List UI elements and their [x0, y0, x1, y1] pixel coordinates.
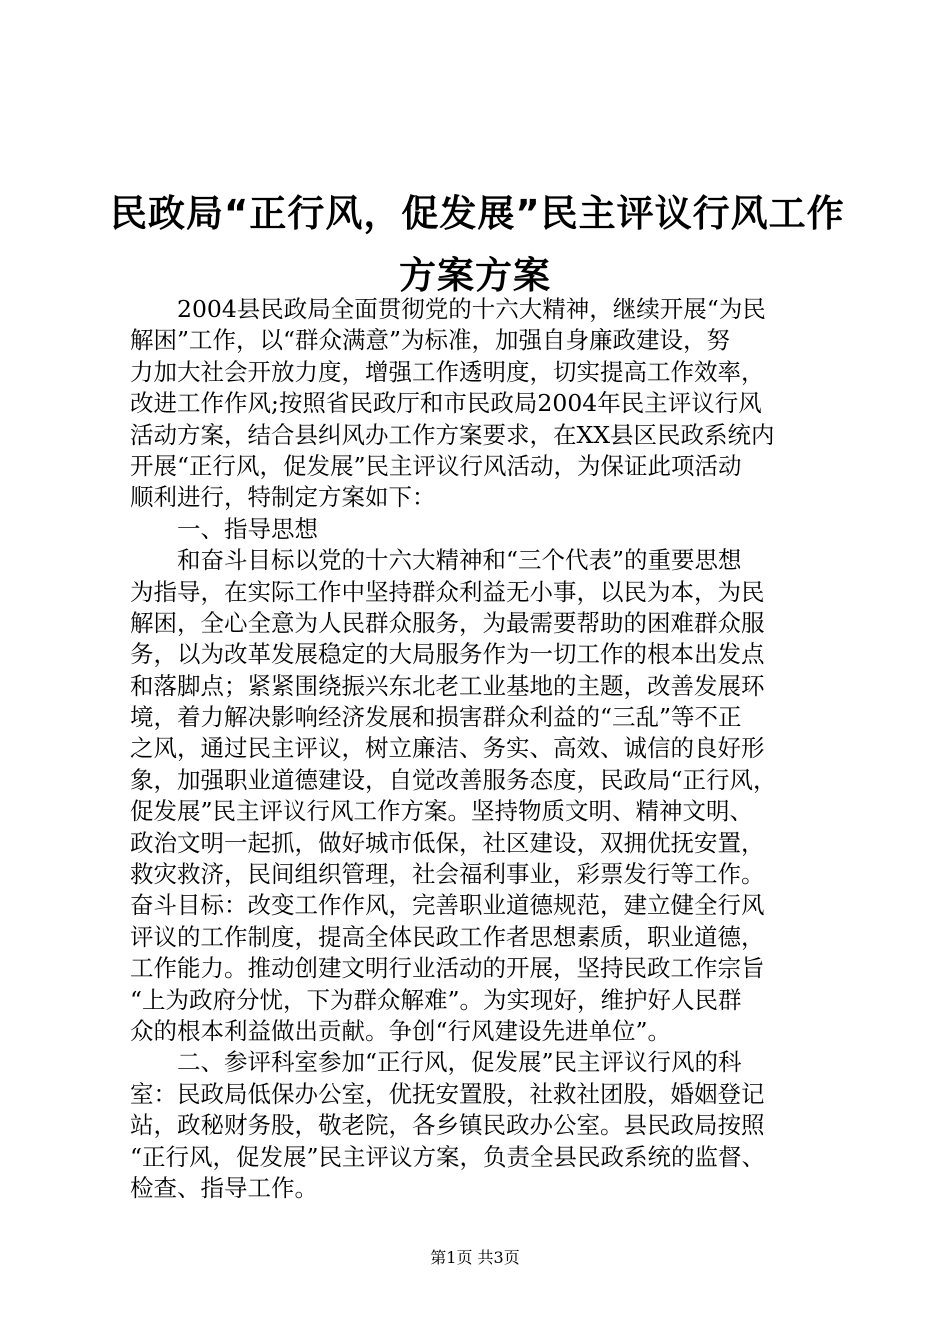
body-line: 促发展”民主评议行风工作方案。坚持物质文明、精神文明、 [130, 797, 754, 826]
body-line: 评议的工作制度，提高全体民政工作者思想素质，职业道德， [130, 922, 765, 951]
body-line: 室：民政局低保办公室，优抚安置股，社救社团股，婚姻登记 [130, 1079, 765, 1108]
body-line: 象，加强职业道德建设，自觉改善服务态度，民政局“正行风， [130, 765, 777, 794]
body-line: “上为政府分忧，下为群众解难”。为实现好，维护好人民群 [130, 985, 742, 1014]
body-line: 和奋斗目标以党的十六大精神和“三个代表”的重要思想 [130, 546, 742, 575]
body-line: 改进工作作风;按照省民政厅和市民政局2004年民主评议行风 [130, 389, 762, 418]
body-line: 为指导，在实际工作中坚持群众利益无小事，以民为本，为民 [130, 577, 765, 606]
body-line: “正行风，促发展”民主评议方案，负责全县民政系统的监督、 [130, 1142, 766, 1171]
body-line: 开展“正行风，促发展”民主评议行风活动，为保证此项活动 [130, 451, 742, 480]
body-line: 活动方案，结合县纠风办工作方案要求，在XX县区民政系统内 [130, 420, 775, 449]
document-title-line-1: 民政局“正行风，促发展”民主评议行风工作 [110, 192, 845, 235]
body-line: 政治文明一起抓，做好城市低保，社区建设，双拥优抚安置， [130, 828, 765, 857]
body-line: 解困，全心全意为人民群众服务，为最需要帮助的困难群众服 [130, 608, 765, 637]
body-line: 工作能力。推动创建文明行业活动的开展，坚持民政工作宗旨 [130, 954, 765, 983]
section-heading-guiding-ideology: 一、指导思想 [130, 514, 318, 543]
body-line: 站，政秘财务股，敬老院，各乡镇民政办公室。县民政局按照 [130, 1111, 765, 1140]
body-line: 务，以为改革发展稳定的大局服务作为一切工作的根本出发点 [130, 640, 765, 669]
body-line: 和落脚点；紧紧围绕振兴东北老工业基地的主题，改善发展环 [130, 671, 765, 700]
body-line: 2004县民政局全面贯彻党的十六大精神，继续开展“为民 [130, 295, 766, 323]
body-line: 救灾救济，民间组织管理，社会福利事业，彩票发行等工作。 [130, 860, 765, 889]
body-line: 力加大社会开放力度，增强工作透明度，切实提高工作效率， [130, 357, 765, 386]
body-line: 解困”工作，以“群众满意”为标准，加强自身廉政建设，努 [130, 326, 731, 355]
section-heading-participating-departments: 二、参评科室参加“正行风，促发展”民主评议行风的科 [130, 1048, 742, 1077]
document-title-line-2: 方案方案 [399, 254, 551, 297]
body-line: 奋斗目标：改变工作作风，完善职业道德规范，建立健全行风 [130, 891, 765, 920]
body-line: 顺利进行，特制定方案如下： [130, 483, 436, 512]
page-number-footer: 第1页 共3页 [430, 1248, 520, 1267]
body-line: 众的根本利益做出贡献。争创“行风建设先进单位”。 [130, 1016, 672, 1045]
body-line: 检查、指导工作。 [130, 1173, 318, 1202]
body-line: 境，着力解决影响经济发展和损害群众利益的“三乱”等不正 [130, 703, 742, 732]
document-body [130, 294, 835, 1204]
body-line: 之风，通过民主评议，树立廉洁、务实、高效、诚信的良好形 [130, 734, 765, 763]
